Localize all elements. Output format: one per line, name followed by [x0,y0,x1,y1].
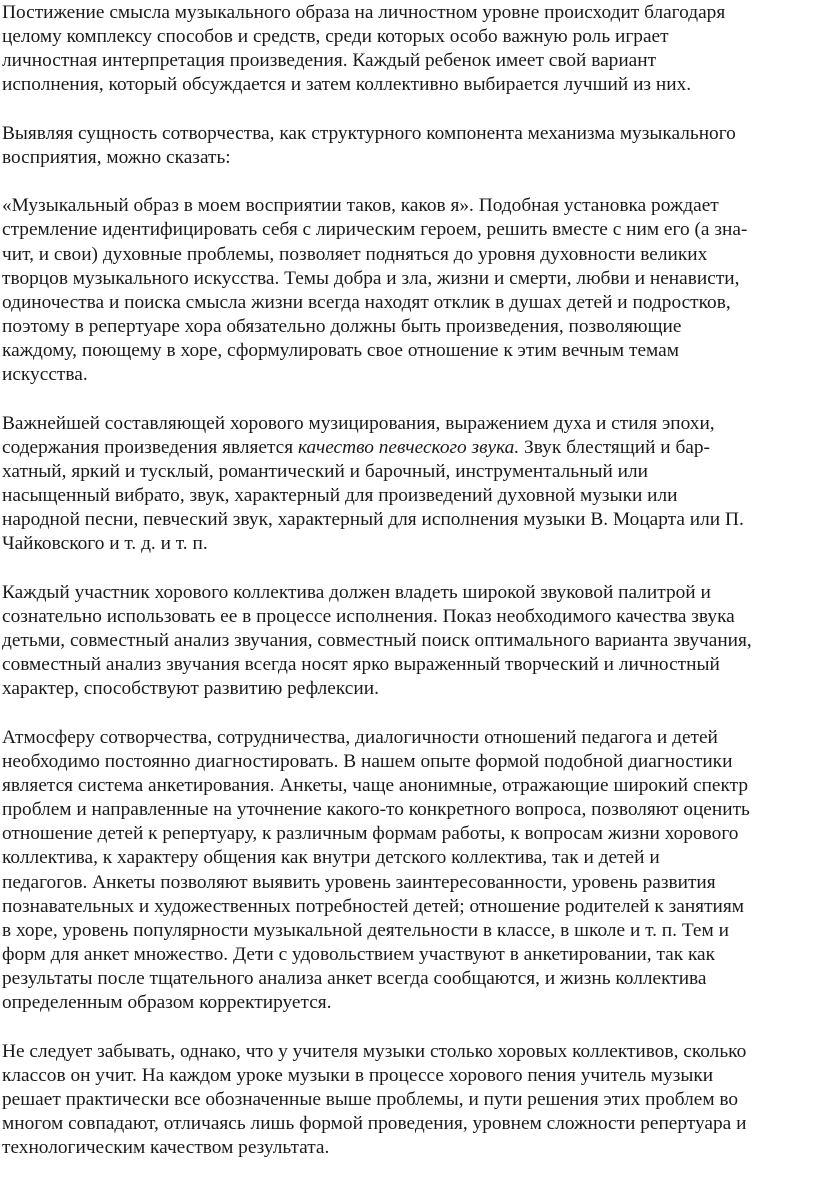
paragraph-2 [2,122,816,170]
text-line: чит, и свои) духовные проблемы, позволяет подняться до уровня духовности великих [2,243,708,265]
text-line: отношение детей к репертуару, к различным формам работы, к вопросам жизни хорового [2,823,739,845]
text-line: педагогов. Анкеты позволяют выявить уровень заинтересованности, уровень развития [2,871,716,893]
text-line: Атмосферу сотворчества, сотрудничества, диалогичности отношений педагога и детей [2,726,718,748]
text-segment: Звук блестящий и бар- [519,436,710,458]
text-line [2,436,814,460]
text-line: каждому, поющему в хоре, сформулировать свое отношение к этим вечным темам [2,340,679,362]
text-line: искусства. [2,364,88,386]
text-line: результаты после тщательного анализа анкет всегда сообщаются, и жизнь коллектива [2,968,707,990]
text-line: проблем и направленные на уточнение какого-то конкретного вопроса, позволяют оценить [2,799,750,821]
text-line: решает практически все обозначенные выше проблемы, и пути решения этих проблем во [2,1088,739,1110]
text-line: является система анкетирования. Анкеты, чаще анонимные, отражающие широкий спектр [2,774,749,796]
text-line: технологическим качеством результата. [2,1137,330,1159]
text-line: определенным образом корректируется. [2,992,332,1014]
text-line: творцов музыкального искусства. Темы добра и зла, жизни и смерти, любви и ненависти, [2,267,740,289]
text-line: исполнения, который обсуждается и затем коллективно выбирается лучший из них. [2,74,692,96]
text-line: хатный, яркий и тусклый, романтический и барочный, инструментальный или [2,460,649,482]
text-line: познавательных и художественных потребностей детей; отношение родителей к занятиям [2,895,745,917]
text-line: Не следует забывать, однако, что у учителя музыки столько хоровых коллективов, сколько [2,1040,747,1062]
text-line: Выявляя сущность сотворчества, как структурного компонента механизма музыкального [2,122,736,144]
text-line: в хоре, уровень популярности музыкальной деятельности в классе, в школе и т. п. Тем и [2,919,729,941]
text-line: Важнейшей составляющей хорового музицирования, выражением духа и стиля эпохи, [2,412,715,434]
paragraph-7 [2,1040,816,1161]
text-line: насыщенный вибрато, звук, характерный для произведений духовной музыки или [2,485,678,507]
text-line: сознательно использовать ее в процессе исполнения. Показ необходимого качества звука [2,605,735,627]
text-line: одиночества и поиска смысла жизни всегда находят отклик в душах детей и подростков, [2,291,731,313]
text-line: Каждый участник хорового коллектива должен владеть широкой звуковой палитрой и [2,581,711,603]
text-line: «Музыкальный образ в моем восприятии таков, каков я». Подобная установка рождает [2,195,719,217]
text-line: совместный анализ звучания всегда носят ярко выраженный творческий и личностный [2,654,720,676]
text-segment: содержания произведения является [2,436,298,458]
paragraph-4 [2,412,816,557]
emphasized-text: качество певческого звука. [297,436,520,458]
text-line: необходимо постоянно диагностировать. В нашем опыте формой подобной диагностики [2,750,733,772]
text-line: характер, способствуют развитию рефлексии. [2,678,379,700]
text-line: Постижение смысла музыкального образа на личностном уровне происходит благодаря [2,2,726,23]
text-line: народной песни, певческий звук, характерный для исполнения музыки В. Моцарта или П. [2,509,744,531]
text-line: детьми, совместный анализ звучания, совместный поиск оптимального варианта звучания, [2,630,752,651]
text-line: поэтому в репертуаре хора обязательно должны быть произведения, позволяющие [2,316,682,337]
text-line: многом совпадают, отличаясь лишь формой проведения, уровнем сложности репертуара и [2,1113,747,1135]
paragraph-5 [2,581,816,702]
text-line: личностная интерпретация произведения. Каждый ребенок имеет свой вариант [2,50,657,72]
text-line: стремление идентифицировать себя с лирическим героем, решить вместе с ним его (а зна- [2,219,748,241]
paragraph-3 [2,194,816,387]
text-line: коллектива, к характеру общения как внутри детского коллектива, так и детей и [2,847,660,869]
paragraph-6 [2,726,816,1016]
text-line: форм для анкет множество. Дети с удовольствием участвуют в анкетировании, так как [2,944,716,966]
text-line: целому комплексу способов и средств, среди которых особо важную роль играет [2,26,669,48]
text-line: классов он учит. На каждом уроке музыки в процессе хорового пения учитель музыки [2,1064,714,1086]
text-line: восприятия, можно сказать: [2,146,231,168]
text-line: Чайковского и т. д. и т. п. [2,533,208,555]
paragraph-1 [2,1,816,98]
